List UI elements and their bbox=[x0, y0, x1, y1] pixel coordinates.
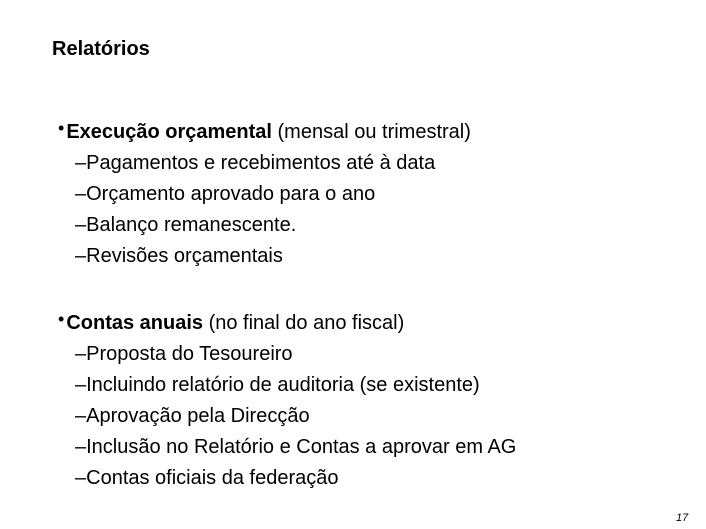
list-item: –Balanço remanescente. bbox=[75, 214, 297, 236]
list-item: –Contas oficiais da federação bbox=[75, 467, 339, 489]
bullet-heading-line bbox=[58, 305, 698, 337]
section-annual-accounts bbox=[58, 305, 698, 494]
section-budget-execution bbox=[58, 114, 698, 272]
bullet-icon: • bbox=[58, 309, 65, 329]
bullet-note: (no final do ano fiscal) bbox=[203, 312, 405, 334]
bullet-icon: • bbox=[58, 118, 65, 138]
sub-list bbox=[75, 339, 698, 494]
sub-list bbox=[75, 148, 698, 272]
list-item: –Pagamentos e recebimentos até à data bbox=[75, 152, 436, 174]
bullet-heading: Contas anuais bbox=[66, 312, 204, 334]
bullet-note: (mensal ou trimestral) bbox=[271, 121, 471, 143]
page-number: 17 bbox=[676, 512, 689, 524]
list-item: –Orçamento aprovado para o ano bbox=[75, 183, 376, 205]
bullet-heading-line bbox=[58, 114, 698, 146]
bullet-heading: Execução orçamental bbox=[66, 121, 272, 143]
list-item: –Aprovação pela Direcção bbox=[75, 405, 310, 427]
list-item: –Proposta do Tesoureiro bbox=[75, 343, 293, 365]
list-item: –Inclusão no Relatório e Contas a aprovar em AG bbox=[75, 436, 517, 458]
list-item: –Revisões orçamentais bbox=[75, 245, 283, 267]
list-item: –Incluindo relatório de auditoria (se existente) bbox=[75, 374, 480, 396]
slide-title: Relatórios bbox=[52, 38, 150, 60]
